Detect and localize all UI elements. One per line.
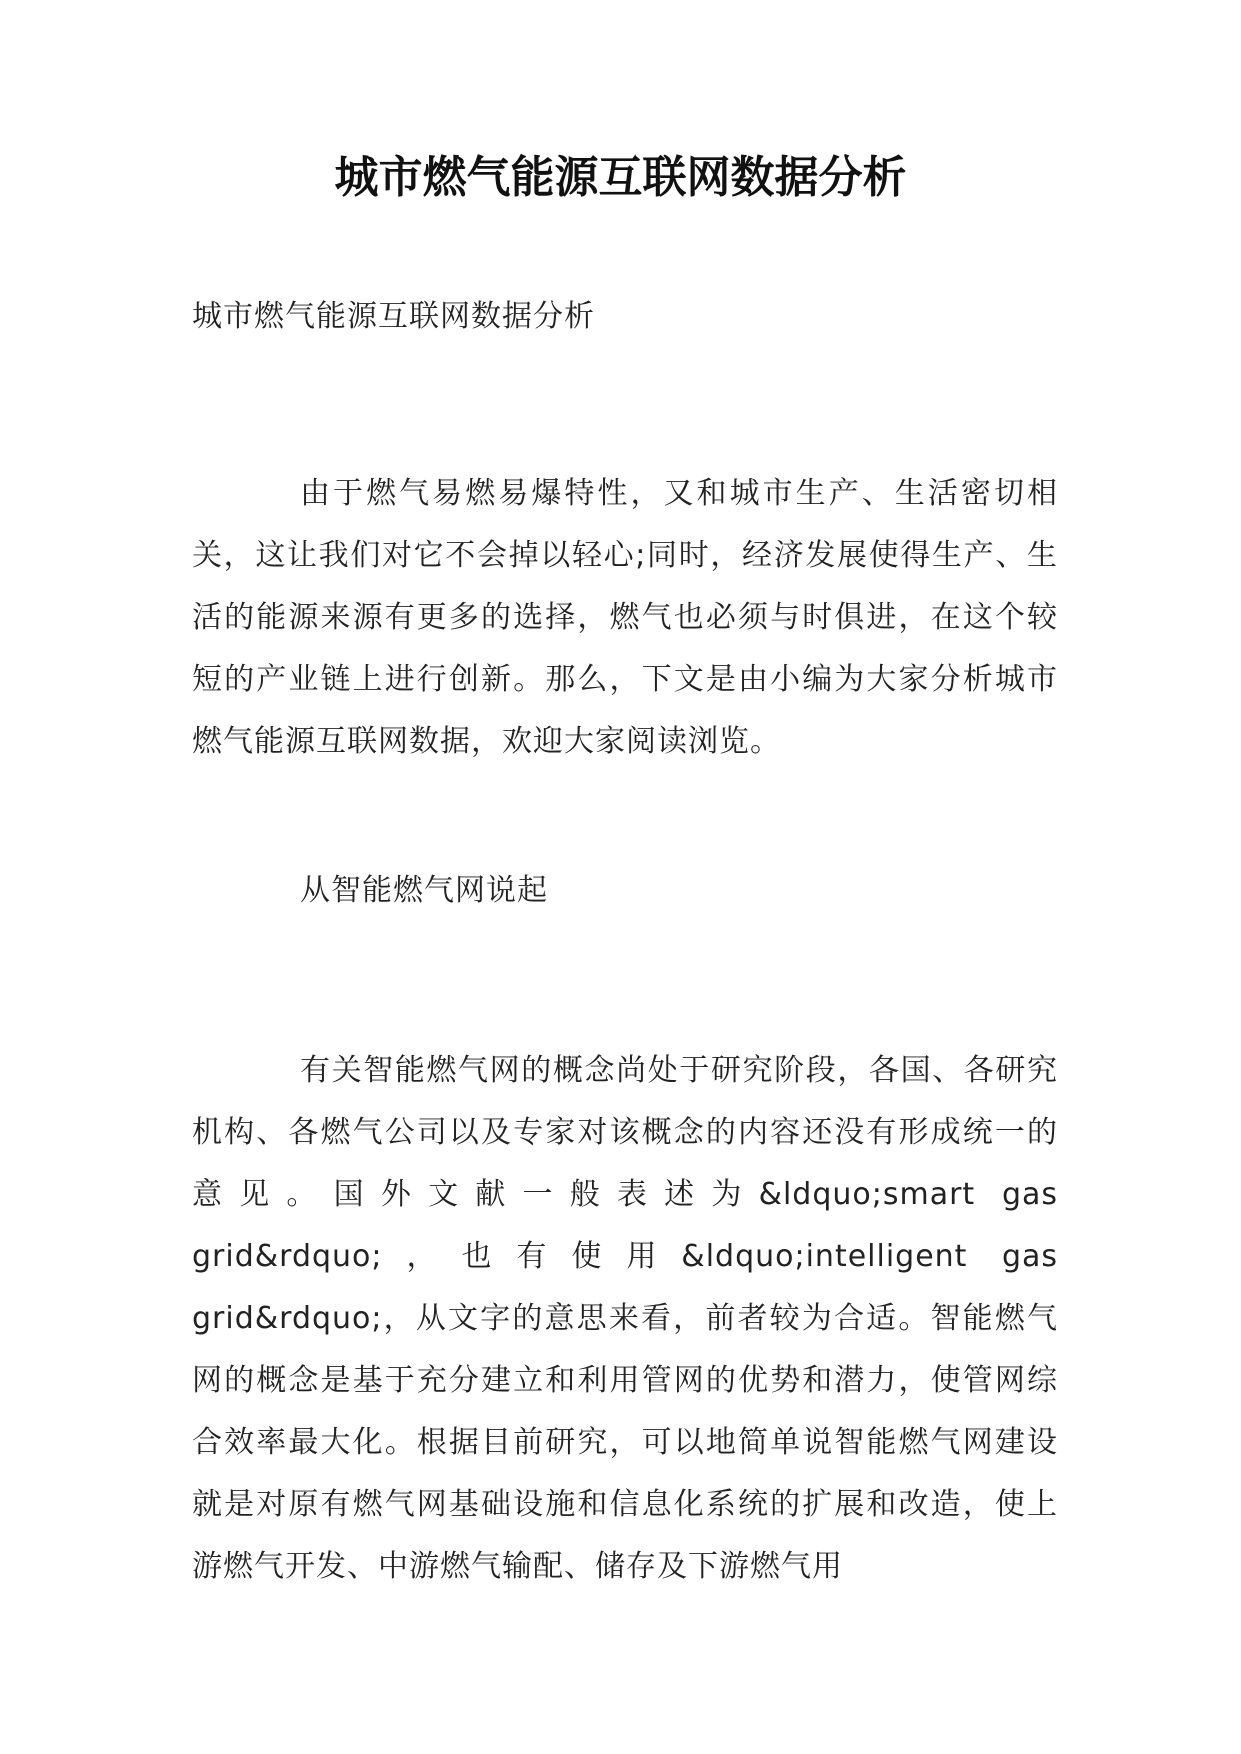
smart-grid-paragraph: 有关智能燃气网的概念尚处于研究阶段，各国、各研究机构、各燃气公司以及专家对该概念的内容还没有形成统一的意见。国外文献一般表述为&ldquo;smart gas grid&rdquo;，也有使用&ldquo;intelligent gas grid&rdquo;，从文字的意思来看，前者较为合适。智能燃气网的概念是基于充分建立和利用管网的优势和潜力，使管网综合效率最大化。根据目前研究，可以地简单说智能燃气网建设就是对原有燃气网基础设施和信息化系统的扩展和改造，使上游燃气开发、中游燃气输配、储存及下游燃气用 [192,1053,1058,1584]
intro-paragraph: 由于燃气易燃易爆特性，又和城市生产、生活密切相关，这让我们对它不会掉以轻心;同时，经济发展使得生产、生活的能源来源有更多的选择，燃气也必须与时俱进，在这个较短的产业链上进行创新。那么，下文是由小编为大家分析城市燃气能源互联网数据，欢迎大家阅读浏览。 [192,476,1058,759]
section-heading: 从智能燃气网说起 [300,873,548,908]
document-title: 城市燃气能源互联网数据分析 [334,152,907,203]
document-subtitle: 城市燃气能源互联网数据分析 [192,299,595,334]
